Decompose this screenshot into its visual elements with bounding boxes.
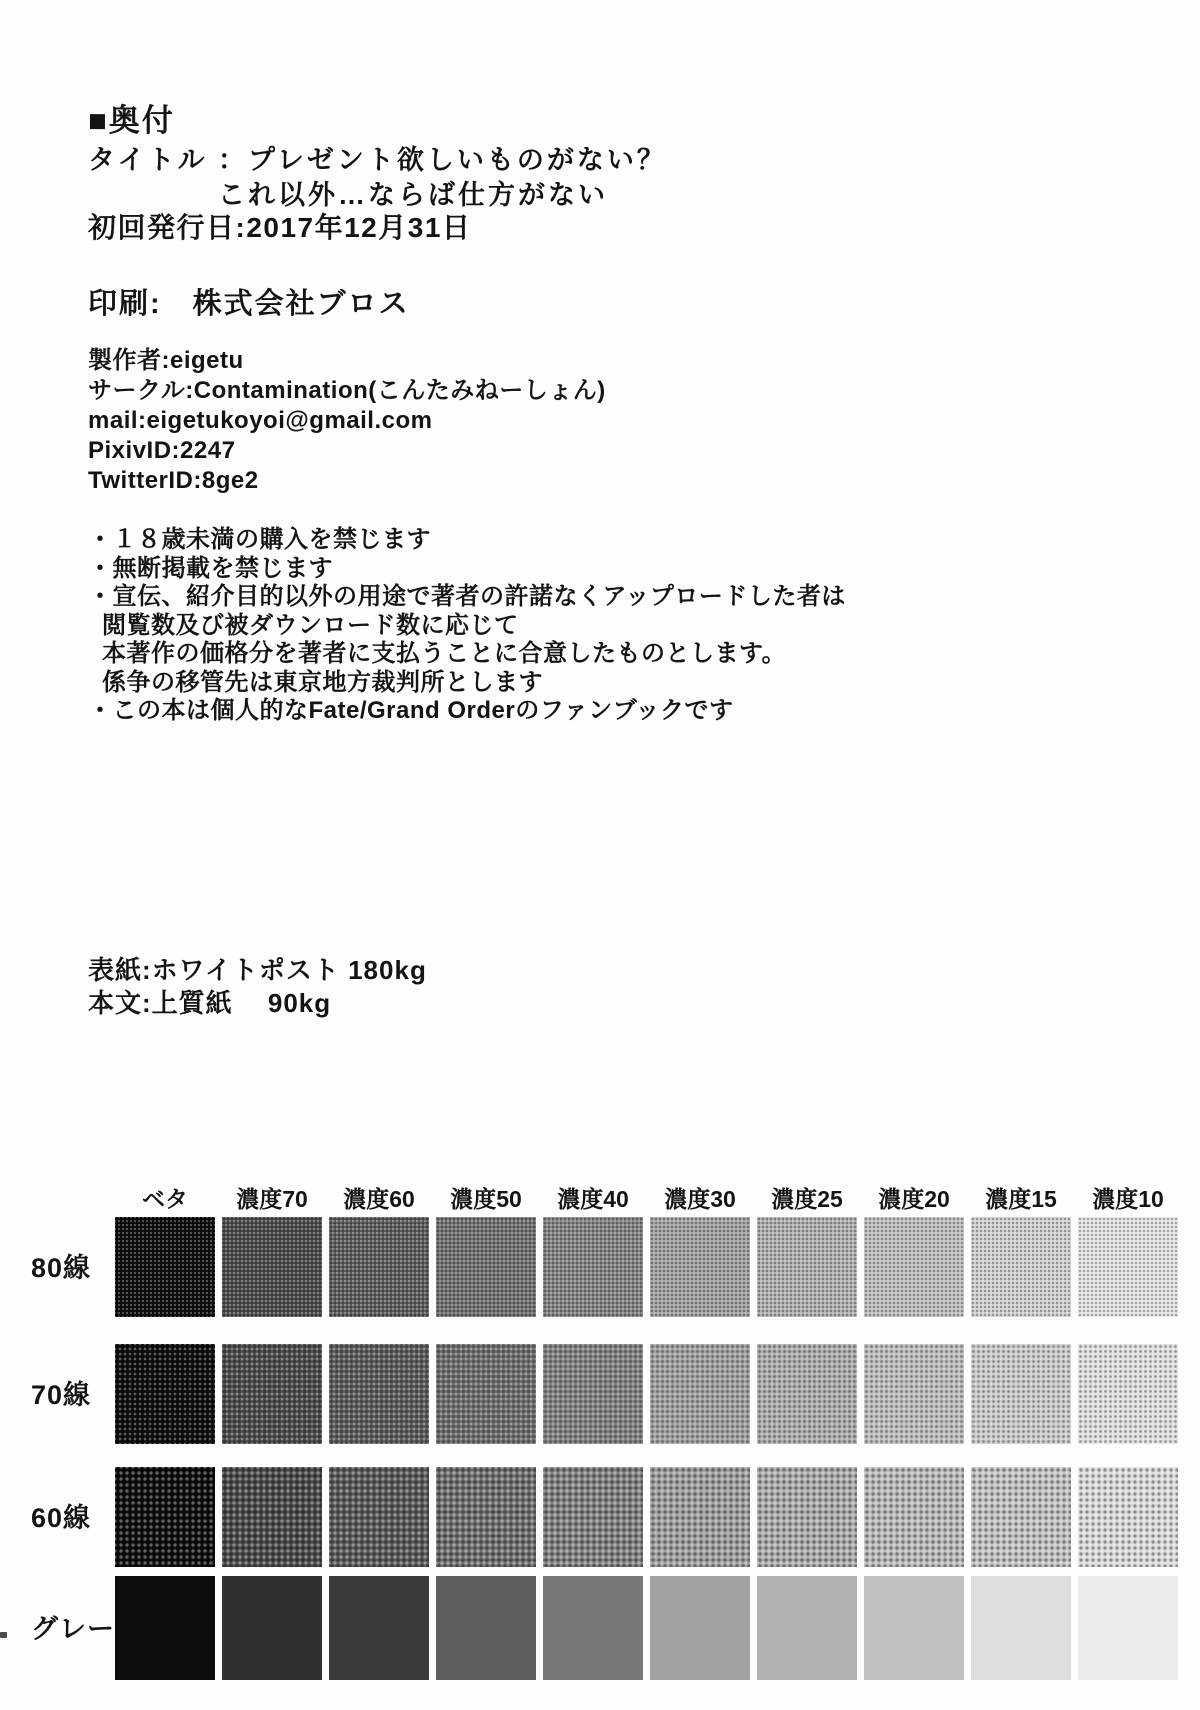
- paper-spec-line: 表紙:ホワイトポスト 180kg: [88, 955, 427, 985]
- printer-line: 印刷: 株式会社ブロス: [88, 288, 410, 320]
- density-swatch: [222, 1576, 322, 1680]
- column-header: 濃度15: [985, 1186, 1057, 1212]
- density-swatch: [757, 1344, 857, 1444]
- density-swatch: [115, 1344, 215, 1444]
- row-label: グレー: [31, 1613, 115, 1644]
- notice-line: 係争の移管先は東京地方裁判所とします: [102, 668, 543, 696]
- density-swatch: [864, 1576, 964, 1680]
- credit-line: PixivID:2247: [88, 437, 236, 464]
- notice-line: ・宣伝、紹介目的以外の用途で著者の許諾なくアップロードした者は: [88, 583, 846, 610]
- density-swatch: [650, 1344, 750, 1444]
- column-header: 濃度20: [878, 1186, 950, 1212]
- density-swatch: [329, 1217, 429, 1317]
- row-label: 70線: [31, 1379, 92, 1410]
- density-swatch: [329, 1344, 429, 1444]
- paper-specs-block: [88, 954, 427, 1020]
- credits-block: [88, 346, 606, 496]
- book-title-line2: これ以外…ならば仕方がない: [218, 180, 608, 210]
- density-swatch: [543, 1217, 643, 1317]
- notice-line: ・この本は個人的なFate/Grand Orderのファンブックです: [88, 697, 734, 724]
- density-swatch: [436, 1467, 536, 1567]
- column-header: 濃度70: [236, 1186, 308, 1212]
- notices-block: [88, 526, 846, 726]
- density-swatch: [1078, 1344, 1178, 1444]
- density-swatch: [436, 1344, 536, 1444]
- chart-rows: [31, 1217, 1178, 1680]
- notice-line: ・１８歳未満の購入を禁じます: [88, 526, 431, 553]
- density-swatch: [115, 1467, 215, 1567]
- row-label: 60線: [31, 1502, 92, 1533]
- density-swatch: [329, 1576, 429, 1680]
- density-swatch: [650, 1467, 750, 1567]
- density-swatch: [222, 1344, 322, 1444]
- density-swatch: [115, 1217, 215, 1317]
- notice-line: ・無断掲載を禁じます: [88, 554, 333, 582]
- density-swatch: [543, 1467, 643, 1567]
- credit-line: TwitterID:8ge2: [88, 467, 259, 494]
- paper-spec-line: 本文:上質紙 90kg: [88, 988, 332, 1018]
- book-title-line1: タイトル ：プレゼント欲しいものがない？: [88, 145, 667, 175]
- density-swatch: [757, 1576, 857, 1680]
- density-swatch: [971, 1467, 1071, 1567]
- density-swatch: [329, 1467, 429, 1567]
- density-swatch: [1078, 1217, 1178, 1317]
- density-swatch: [543, 1344, 643, 1444]
- density-swatch: [757, 1467, 857, 1567]
- density-swatch: [222, 1467, 322, 1567]
- density-swatch: [864, 1344, 964, 1444]
- credit-line: サークル:Contamination(こんたみねーしょん): [88, 377, 606, 404]
- density-swatch: [650, 1217, 750, 1317]
- credit-line: 製作者:eigetu: [88, 347, 244, 374]
- density-swatch: [757, 1217, 857, 1317]
- first-publication-date: 初回発行日:2017年12月31日: [88, 212, 472, 243]
- notice-line: 本著作の価格分を著者に支払うことに合意したものとします。: [102, 640, 787, 667]
- chart-row-70線: [31, 1344, 1178, 1444]
- column-header: 濃度60: [343, 1186, 415, 1212]
- density-swatch: [864, 1217, 964, 1317]
- column-header: 濃度10: [1092, 1186, 1164, 1212]
- density-swatch: [1078, 1576, 1178, 1680]
- density-swatch: [1078, 1467, 1178, 1567]
- column-header: 濃度50: [450, 1186, 522, 1212]
- density-swatch: [971, 1576, 1071, 1680]
- density-swatch: [543, 1576, 643, 1680]
- column-header: 濃度40: [557, 1186, 629, 1212]
- density-swatch: [971, 1217, 1071, 1317]
- chart-row-60線: [31, 1467, 1178, 1567]
- column-header: ベタ: [142, 1186, 188, 1212]
- column-header: 濃度30: [664, 1186, 736, 1212]
- chart-column-headers: [115, 1181, 1178, 1212]
- density-swatch: [650, 1576, 750, 1680]
- chart-row-80線: [31, 1217, 1178, 1317]
- credit-line: mail:eigetukoyoi@gmail.com: [88, 407, 433, 434]
- row-label: 80線: [31, 1252, 92, 1283]
- density-swatch: [115, 1576, 215, 1680]
- chart-row-グレー: [31, 1576, 1178, 1680]
- density-swatch: [971, 1344, 1071, 1444]
- density-test-chart: [31, 1181, 1178, 1680]
- density-swatch: [436, 1217, 536, 1317]
- section-title: ■奥付: [88, 103, 175, 138]
- scan-artifact: [0, 1632, 7, 1638]
- column-header: 濃度25: [771, 1186, 843, 1212]
- density-swatch: [436, 1576, 536, 1680]
- notice-line: 閲覧数及び被ダウンロード数に応じて: [102, 611, 519, 639]
- density-swatch: [864, 1467, 964, 1567]
- density-swatch: [222, 1217, 322, 1317]
